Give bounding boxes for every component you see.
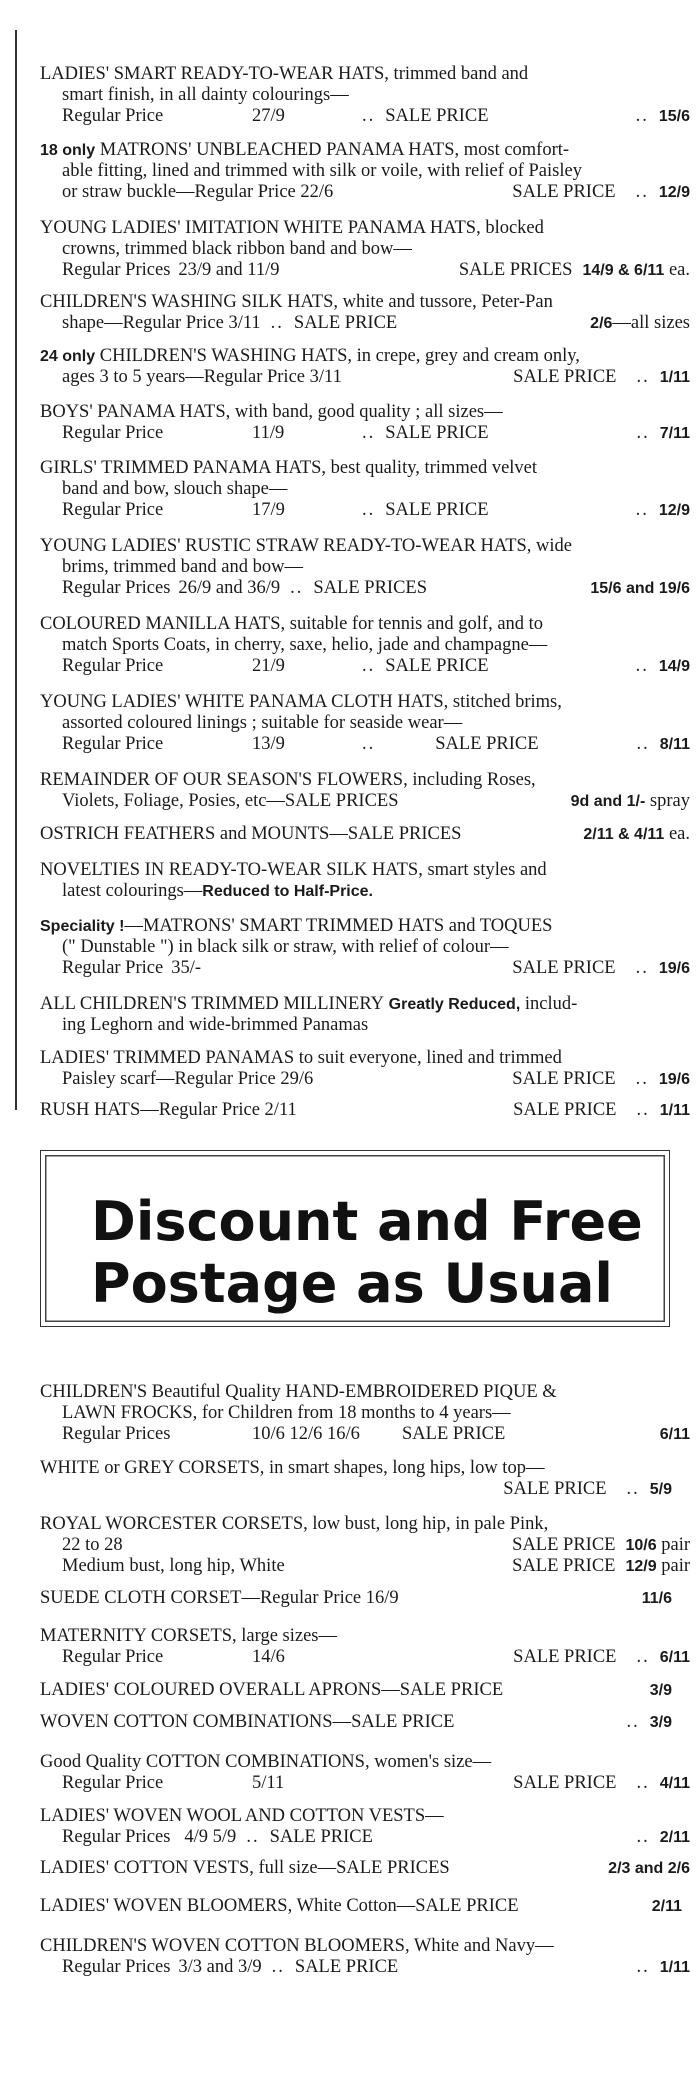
regular-price: 26/9 and 36/9	[178, 578, 281, 598]
list-item: YOUNG LADIES' RUSTIC STRAW READY-TO-WEAR HATS, wide brims, trimmed band and bow— Regular Prices 26/9 and 36/9 .. SALE PRICES 15/6 and 19/6	[40, 536, 690, 598]
sale-price: 5/9	[649, 1481, 672, 1498]
list-item	[40, 994, 690, 1036]
sale-price: 10/6	[625, 1537, 657, 1554]
list-item: WOVEN COTTON COMBINATIONS—SALE PRICE .. 3/9	[40, 1712, 672, 1732]
sale-price: 19/6	[658, 1071, 690, 1088]
price-unit: —all sizes	[612, 313, 690, 333]
greatly-reduced-notice: Greatly Reduced,	[388, 996, 521, 1013]
regular-price-label: Regular Price	[62, 500, 164, 520]
banner-line-2: Postage as Usual	[91, 1252, 613, 1315]
speciality-badge: Speciality !	[40, 918, 125, 935]
item-text: (" Dunstable ") in black silk or straw, with relief of colour—	[62, 937, 509, 957]
item-text: crowns, trimmed black ribbon band and bow—	[62, 239, 412, 259]
sale-price: 2/11	[659, 1829, 690, 1846]
list-item	[40, 1588, 690, 1609]
item-text: LAWN FROCKS, for Children from 18 months to 4 years—	[62, 1403, 511, 1423]
regular-price: 10/6 12/6 16/6	[252, 1424, 360, 1444]
sale-price: 12/9	[625, 1558, 657, 1575]
list-item: RUSH HATS—Regular Price 2/11 SALE PRICE .. 1/11	[40, 1100, 690, 1120]
sale-price: 14/9	[658, 658, 690, 675]
item-text: OSTRICH FEATHERS and MOUNTS—SALE PRICES	[40, 824, 462, 844]
list-item	[40, 860, 690, 902]
item-text: LADIES' SMART READY-TO-WEAR HATS, trimmed band and	[40, 64, 529, 84]
item-text: CHILDREN'S Beautiful Quality HAND-EMBROIDERED PIQUE &	[40, 1382, 557, 1402]
list-item: LADIES' TRIMMED PANAMAS to suit everyone, lined and trimmed Paisley scarf—Regular Price 29/6 SALE PRICE .. 19/6	[40, 1048, 690, 1089]
sale-price: 15/6	[658, 108, 690, 125]
sale-price-label: SALE PRICE	[512, 182, 616, 202]
sale-price: 4/11	[659, 1775, 690, 1792]
list-item	[40, 1382, 690, 1445]
item-text: LADIES' COLOURED OVERALL APRONS—SALE PRICE	[40, 1680, 504, 1700]
sale-price-label: SALE PRICE	[503, 1479, 607, 1499]
item-text: COLOURED MANILLA HATS, suitable for tennis and golf, and to	[40, 614, 544, 634]
item-text: match Sports Coats, in cherry, saxe, helio, jade and champagne—	[62, 635, 548, 655]
list-item: CHILDREN'S WOVEN COTTON BLOOMERS, White and Navy— Regular Prices 3/3 and 3/9 .. SALE PRICE .. 1/11	[40, 1936, 690, 1977]
regular-price: 27/9	[252, 106, 285, 126]
item-text: Violets, Foliage, Posies, etc—SALE PRICES	[62, 791, 399, 811]
list-item	[40, 1514, 690, 1577]
list-item: 24 only CHILDREN'S WASHING HATS, in crepe, grey and cream only, ages 3 to 5 years—Regular Price 3/11 SALE PRICE .. 1/11	[40, 346, 690, 387]
sale-price-label: SALE PRICE	[513, 1100, 617, 1120]
item-text: CHILDREN'S WASHING SILK HATS, white and tussore, Peter-Pan	[40, 292, 553, 312]
item-text: Good Quality COTTON COMBINATIONS, women's size—	[40, 1752, 492, 1772]
sale-price-label: SALE PRICE	[293, 313, 398, 333]
sale-price: 3/9	[649, 1714, 672, 1731]
quantity-badge: 24 only	[40, 348, 96, 365]
sale-price: 8/11	[659, 736, 690, 753]
sale-price: 15/6 and 19/6	[590, 580, 690, 597]
sale-price-label: SALE PRICE	[385, 106, 489, 126]
sale-price: 6/11	[659, 1426, 690, 1443]
sale-price-label: SALE PRICES	[313, 578, 427, 598]
price-unit: spray	[649, 791, 690, 811]
item-text: latest colourings—	[62, 881, 203, 901]
list-item	[40, 1896, 690, 1917]
item-text: —MATRONS' SMART TRIMMED HATS and TOQUES	[124, 916, 553, 936]
item-text: MATRONS' UNBLEACHED PANAMA HATS, most comfort-	[99, 140, 570, 160]
item-text: CHILDREN'S WASHING HATS, in crepe, grey and cream only,	[99, 346, 580, 366]
list-item: GIRLS' TRIMMED PANAMA HATS, best quality, trimmed velvet band and bow, slouch shape— Regular Price 17/9 .. SALE PRICE .. 12/9	[40, 458, 690, 520]
item-text: LADIES' WOVEN WOOL AND COTTON VESTS—	[40, 1806, 444, 1826]
item-text: able fitting, lined and trimmed with silk or voile, with relief of Paisley	[62, 161, 582, 181]
sale-price-label: SALE PRICE	[512, 958, 616, 978]
item-text: ing Leghorn and wide-brimmed Panamas	[62, 1015, 369, 1035]
quantity-badge: 18 only	[40, 142, 96, 159]
item-text: LADIES' COTTON VESTS, full size—SALE PRICES	[40, 1858, 450, 1878]
sale-price-label: SALE PRICE	[385, 500, 489, 520]
item-text: SUEDE CLOTH CORSET—Regular Price 16/9	[40, 1588, 399, 1608]
regular-price-label: Regular Price	[62, 423, 164, 443]
item-text: smart finish, in all dainty colourings—	[62, 85, 349, 105]
sale-price-label: SALE PRICE	[385, 423, 489, 443]
item-text: shape—Regular Price 3/11	[62, 313, 261, 333]
regular-price: 14/6	[252, 1647, 285, 1667]
list-item: BOYS' PANAMA HATS, with band, good quality ; all sizes— Regular Price 11/9 .. SALE PRICE .. 7/11	[40, 402, 690, 443]
sale-price-label: SALE PRICE	[512, 1535, 616, 1555]
regular-price: 5/11	[252, 1773, 285, 1793]
list-item: COLOURED MANILLA HATS, suitable for tennis and golf, and to match Sports Coats, in cherry, saxe, helio, jade and champagne— Regular Price 21/9 .. SALE PRICE .. 14/9	[40, 614, 690, 676]
price-unit: pair	[661, 1535, 690, 1555]
list-item	[40, 824, 690, 845]
regular-price-label: Regular Prices	[62, 578, 171, 598]
regular-price: 17/9	[252, 500, 285, 520]
sale-price: 1/11	[659, 1102, 690, 1119]
list-item: LADIES' SMART READY-TO-WEAR HATS, trimmed band and smart finish, in all dainty colourings— Regular Price 27/9 .. SALE PRICE .. 15/6	[40, 64, 690, 126]
item-text: YOUNG LADIES' IMITATION WHITE PANAMA HATS, blocked	[40, 218, 544, 238]
sale-price: 1/11	[659, 1959, 690, 1976]
item-text: GIRLS' TRIMMED PANAMA HATS, best quality, trimmed velvet	[40, 458, 538, 478]
list-item: Good Quality COTTON COMBINATIONS, women's size— Regular Price 5/11 SALE PRICE .. 4/11	[40, 1752, 690, 1793]
item-text: brims, trimmed band and bow—	[62, 557, 303, 577]
sale-price: 12/9	[658, 184, 690, 201]
sale-price-label: SALE PRICE	[513, 367, 617, 387]
regular-price-label: Regular Price	[62, 656, 164, 676]
sale-price: 14/9 & 6/11	[582, 262, 665, 279]
item-text: ROYAL WORCESTER CORSETS, low bust, long hip, in pale Pink,	[40, 1514, 549, 1534]
list-item: LADIES' WOVEN WOOL AND COTTON VESTS— Regular Prices 4/9 5/9 .. SALE PRICE .. 2/11	[40, 1806, 690, 1847]
list-item: MATERNITY CORSETS, large sizes— Regular Price 14/6 SALE PRICE .. 6/11	[40, 1626, 690, 1667]
item-text: MATERNITY CORSETS, large sizes—	[40, 1626, 338, 1646]
regular-price-label: Regular Price	[62, 958, 164, 978]
left-margin-rule	[15, 30, 17, 1110]
sale-price: 2/3 and 2/6	[608, 1860, 690, 1877]
regular-price-label: Regular Prices	[62, 260, 171, 280]
item-text: WOVEN COTTON COMBINATIONS—SALE PRICE	[40, 1712, 455, 1732]
regular-price-label: Regular Prices	[62, 1424, 171, 1444]
item-text: LADIES' WOVEN BLOOMERS, White Cotton—SALE PRICE	[40, 1896, 519, 1916]
sale-price-label: SALE PRICE	[402, 1424, 506, 1444]
item-text: YOUNG LADIES' RUSTIC STRAW READY-TO-WEAR HATS, wide	[40, 536, 573, 556]
item-text: NOVELTIES IN READY-TO-WEAR SILK HATS, smart styles and	[40, 860, 547, 880]
list-item	[40, 770, 690, 812]
list-item: Speciality ! —MATRONS' SMART TRIMMED HATS and TOQUES (" Dunstable ") in black silk or straw, with relief of colour— Regular Price 35/- SALE PRICE .. 19/6	[40, 916, 690, 978]
regular-price-label: Regular Price	[62, 734, 164, 754]
item-text: ages 3 to 5 years—Regular Price 3/11	[62, 367, 342, 387]
list-item: YOUNG LADIES' WHITE PANAMA CLOTH HATS, stitched brims, assorted coloured linings ; suitable for seaside wear— Regular Price 13/9 .. SALE PRICE .. 8/11	[40, 692, 690, 754]
list-item: WHITE or GREY CORSETS, in smart shapes, long hips, low top— SALE PRICE .. 5/9	[40, 1458, 672, 1499]
item-text: LADIES' TRIMMED PANAMAS to suit everyone, lined and trimmed	[40, 1048, 562, 1068]
regular-price-label: Regular Prices	[62, 1957, 171, 1977]
price-unit: ea.	[668, 824, 690, 844]
item-text: ALL CHILDREN'S TRIMMED MILLINERY	[40, 994, 385, 1014]
price-unit: ea.	[668, 260, 690, 280]
sale-price-label: SALE PRICE	[385, 656, 489, 676]
regular-price-label: Regular Prices	[62, 1827, 171, 1847]
sale-price: 2/11 & 4/11	[583, 826, 665, 843]
sale-price: 19/6	[658, 960, 690, 977]
regular-price: 23/9 and 11/9	[178, 260, 280, 280]
regular-price: 3/3 and 3/9	[178, 1957, 262, 1977]
sale-price: 9d and 1/-	[570, 793, 646, 810]
sale-price: 12/9	[658, 502, 690, 519]
regular-price-label: Regular Price	[62, 1647, 164, 1667]
regular-price: 4/9 5/9	[184, 1827, 237, 1847]
sale-price-label: SALE PRICE	[269, 1827, 373, 1847]
sale-price-label: SALE PRICES	[458, 260, 573, 280]
regular-price-label: Regular Price	[62, 106, 164, 126]
sale-price: 7/11	[659, 425, 690, 442]
item-text: REMAINDER OF OUR SEASON'S FLOWERS, including Roses,	[40, 770, 536, 790]
sale-price-label: SALE PRICE	[513, 1647, 617, 1667]
sale-price: 11/6	[641, 1590, 672, 1607]
item-text: includ-	[524, 994, 578, 1014]
item-text: YOUNG LADIES' WHITE PANAMA CLOTH HATS, stitched brims,	[40, 692, 562, 712]
list-item	[40, 218, 690, 281]
regular-price-label: Regular Price	[62, 1773, 164, 1793]
item-text: or straw buckle—Regular Price 22/6	[62, 182, 334, 202]
regular-price: 21/9	[252, 656, 285, 676]
sale-price: 1/11	[659, 369, 690, 386]
list-item	[40, 1858, 690, 1879]
item-text: RUSH HATS—Regular Price 2/11	[40, 1100, 297, 1120]
sale-price: 2/11	[651, 1898, 682, 1915]
list-item	[40, 1680, 690, 1701]
regular-price: 11/9	[252, 423, 285, 443]
sale-price-label: SALE PRICE	[294, 1957, 399, 1977]
item-text: WHITE or GREY CORSETS, in smart shapes, long hips, low top—	[40, 1458, 545, 1478]
size-range: Medium bust, long hip, White	[62, 1556, 285, 1576]
item-text: Paisley scarf—Regular Price 29/6	[62, 1069, 314, 1089]
sale-price: 3/9	[649, 1682, 672, 1699]
list-item: CHILDREN'S WASHING SILK HATS, white and tussore, Peter-Pan shape—Regular Price 3/11 .. SALE PRICE 2/6 —all sizes	[40, 292, 690, 333]
item-text: CHILDREN'S WOVEN COTTON BLOOMERS, White and Navy—	[40, 1936, 554, 1956]
banner-line-1: Discount and Free	[91, 1190, 643, 1253]
regular-price: 35/-	[171, 958, 202, 978]
sale-price-label: SALE PRICE	[512, 1069, 616, 1089]
price-unit: pair	[661, 1556, 690, 1576]
sale-price-label: SALE PRICE	[513, 1773, 617, 1793]
list-item: 18 only MATRONS' UNBLEACHED PANAMA HATS, most comfort- able fitting, lined and trimmed with silk or voile, with relief of Paisley or straw buckle—Regular Price 22/6 SALE PRICE .. 12/9	[40, 140, 690, 202]
sale-price-label: SALE PRICE	[512, 1556, 616, 1576]
item-text: band and bow, slouch shape—	[62, 479, 288, 499]
regular-price: 13/9	[252, 734, 285, 754]
size-range: 22 to 28	[62, 1535, 123, 1555]
item-text: assorted coloured linings ; suitable for seaside wear—	[62, 713, 463, 733]
sale-price: 2/6	[590, 315, 613, 332]
half-price-notice: Reduced to Half-Price.	[202, 883, 373, 900]
item-text: BOYS' PANAMA HATS, with band, good quality ; all sizes—	[40, 402, 503, 422]
sale-price: 6/11	[659, 1649, 690, 1666]
sale-price-label: SALE PRICE	[435, 734, 539, 754]
discount-banner	[40, 1150, 670, 1327]
